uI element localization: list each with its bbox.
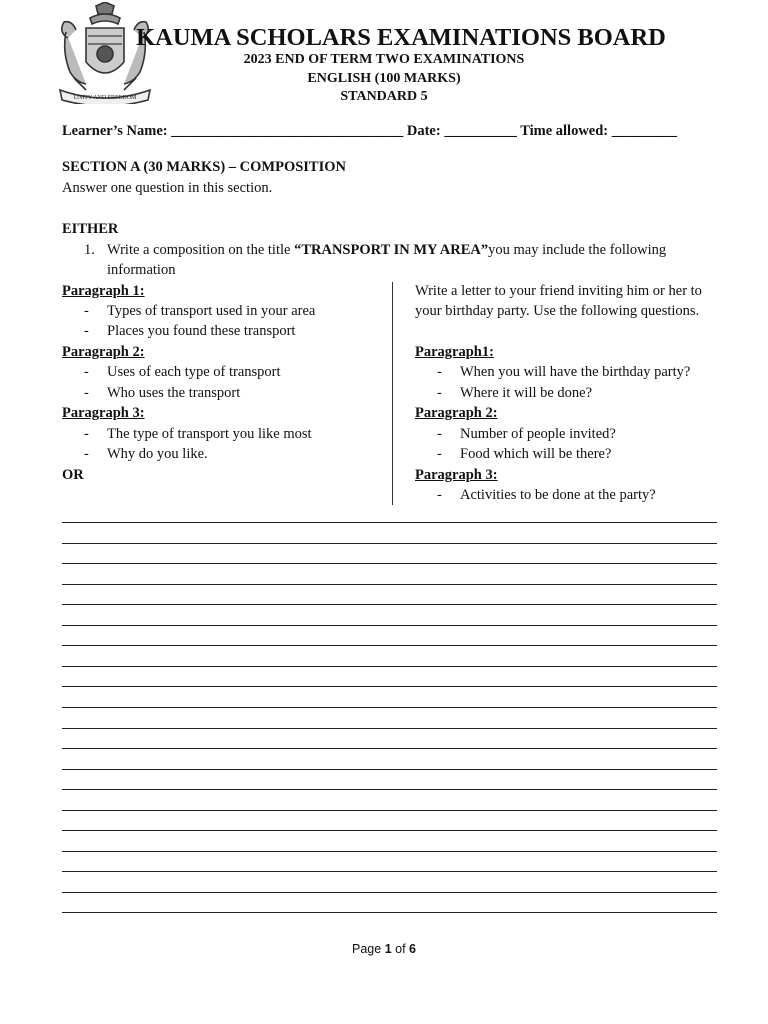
page-current: 1 <box>384 942 392 956</box>
left-p2-item1: Uses of each type of transport <box>107 364 281 380</box>
page-word: Page <box>352 942 382 956</box>
section-heading: SECTION A (30 MARKS) – COMPOSITION <box>62 159 346 175</box>
writing-line[interactable] <box>62 686 717 687</box>
left-paragraph2-heading: Paragraph 2: <box>62 344 145 360</box>
column-divider <box>392 282 393 505</box>
date-field[interactable]: __________ <box>444 123 517 139</box>
writing-line[interactable] <box>62 543 717 544</box>
either-label: EITHER <box>62 221 119 237</box>
writing-line[interactable] <box>62 707 717 708</box>
writing-line[interactable] <box>62 748 717 749</box>
question-number: 1. <box>84 242 95 258</box>
writing-line[interactable] <box>62 851 717 852</box>
board-title: KAUMA SCHOLARS EXAMINATIONS BOARD <box>136 24 666 51</box>
of-word: of <box>395 942 406 956</box>
question-text-line2: information <box>107 262 176 278</box>
writing-line[interactable] <box>62 563 717 564</box>
writing-line[interactable] <box>62 892 717 893</box>
page-footer <box>0 942 768 956</box>
standard-title: STANDARD 5 <box>340 89 428 104</box>
time-field[interactable]: _________ <box>611 123 678 139</box>
right-p1-item1: When you will have the birthday party? <box>460 364 691 380</box>
left-p2-item2: Who uses the transport <box>107 385 241 401</box>
right-paragraph2-heading: Paragraph 2: <box>415 405 498 421</box>
right-paragraph3-heading: Paragraph 3: <box>415 467 498 483</box>
left-paragraph1-heading: Paragraph 1: <box>62 283 145 299</box>
left-p1-item1: Types of transport used in your area <box>107 303 316 319</box>
writing-line[interactable] <box>62 789 717 790</box>
learner-line <box>62 121 677 141</box>
time-label: Time allowed: <box>520 123 609 139</box>
question-text-end: you may include the following <box>488 242 667 258</box>
bullet-dash: - <box>437 426 442 442</box>
question-title: “TRANSPORT IN MY AREA” <box>294 242 489 258</box>
writing-line[interactable] <box>62 604 717 605</box>
writing-line[interactable] <box>62 584 717 585</box>
exam-title: 2023 END OF TERM TWO EXAMINATIONS <box>243 52 525 67</box>
right-p3-item1: Activities to be done at the party? <box>460 487 656 503</box>
bullet-dash: - <box>437 487 442 503</box>
bullet-dash: - <box>84 446 89 462</box>
right-paragraph1-heading: Paragraph1: <box>415 344 494 360</box>
writing-line[interactable] <box>62 810 717 811</box>
left-paragraph3-heading: Paragraph 3: <box>62 405 145 421</box>
letter-intro-line2: your birthday party. Use the following questions. <box>415 303 700 319</box>
writing-line[interactable] <box>62 769 717 770</box>
right-p2-item1: Number of people invited? <box>460 426 616 442</box>
right-p1-item2: Where it will be done? <box>460 385 593 401</box>
writing-line[interactable] <box>62 666 717 667</box>
writing-line[interactable] <box>62 645 717 646</box>
bullet-dash: - <box>84 426 89 442</box>
bullet-dash: - <box>437 364 442 380</box>
bullet-dash: - <box>437 385 442 401</box>
letter-intro-line1: Write a letter to your friend inviting him or her to <box>415 283 702 299</box>
name-label: Learner’s Name: <box>62 123 168 139</box>
page-total: 6 <box>409 942 416 956</box>
writing-line[interactable] <box>62 625 717 626</box>
writing-line[interactable] <box>62 728 717 729</box>
name-field[interactable]: ________________________________ <box>171 123 404 139</box>
bullet-dash: - <box>84 323 89 339</box>
section-instruction: Answer one question in this section. <box>62 180 273 196</box>
right-p2-item2: Food which will be there? <box>460 446 612 462</box>
bullet-dash: - <box>84 303 89 319</box>
left-p1-item2: Places you found these transport <box>107 323 296 339</box>
writing-line[interactable] <box>62 871 717 872</box>
left-p3-item1: The type of transport you like most <box>107 426 312 442</box>
bullet-dash: - <box>84 364 89 380</box>
question-text <box>107 240 666 260</box>
writing-line[interactable] <box>62 830 717 831</box>
bullet-dash: - <box>437 446 442 462</box>
question-text-start: Write a composition on the title <box>107 242 295 258</box>
writing-line[interactable] <box>62 912 717 913</box>
bullet-dash: - <box>84 385 89 401</box>
subject-title: ENGLISH (100 MARKS) <box>307 71 461 86</box>
left-p3-item2: Why do you like. <box>107 446 208 462</box>
date-label: Date: <box>406 123 441 139</box>
svg-text:UNITY AND FREEDOM: UNITY AND FREEDOM <box>73 95 137 101</box>
writing-line[interactable] <box>62 522 717 523</box>
or-label: OR <box>62 467 84 483</box>
